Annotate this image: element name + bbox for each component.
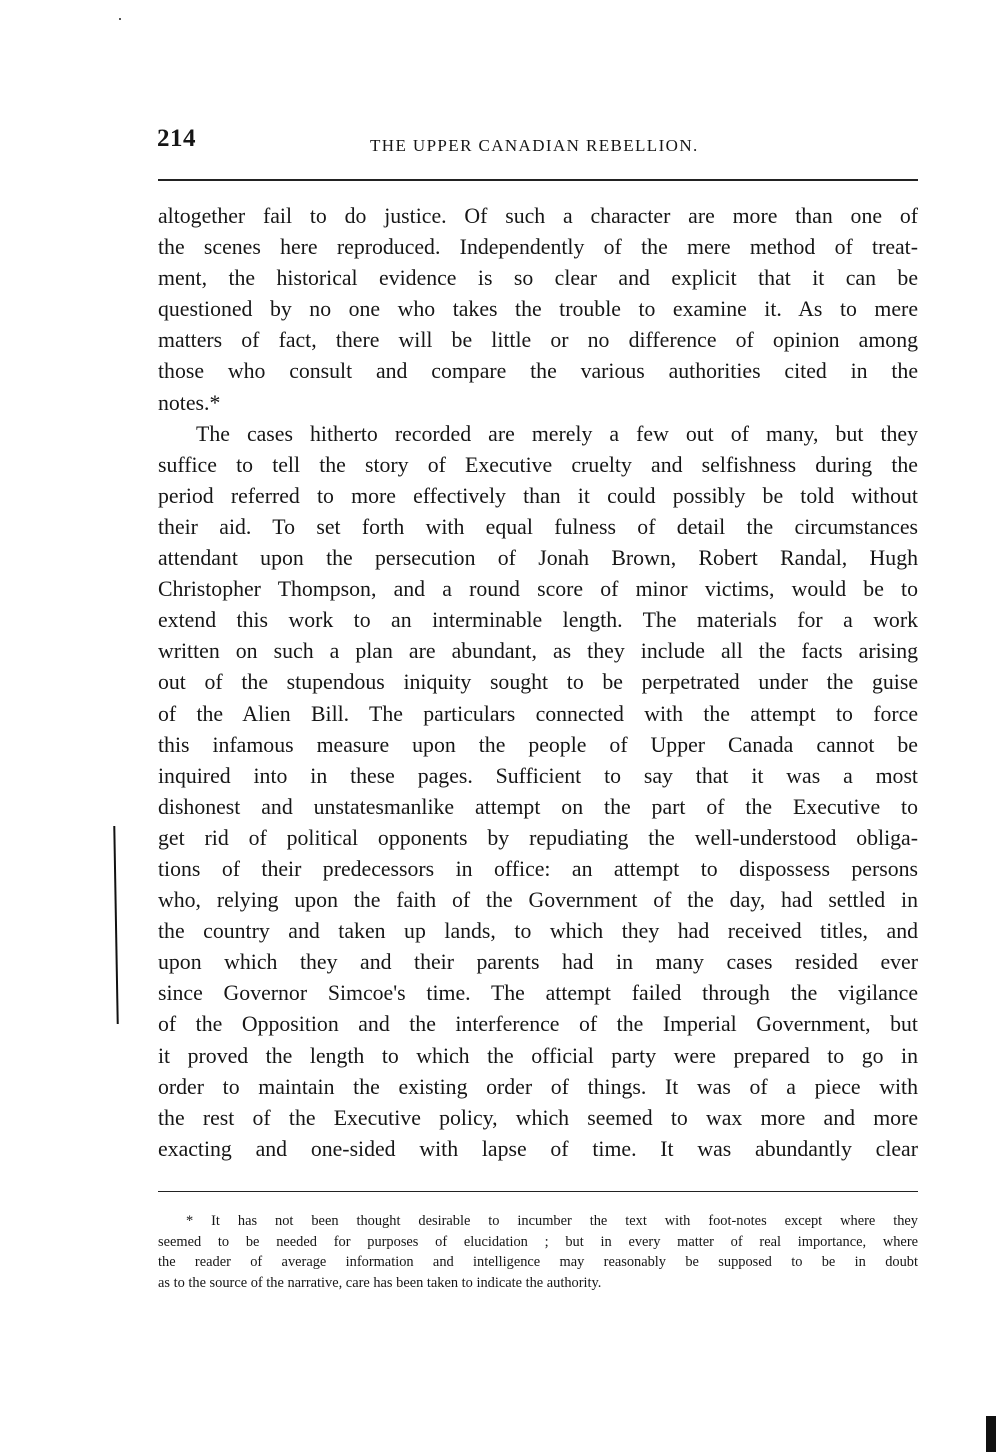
text-line: of the Opposition and the interference of the Imperial Government, but <box>158 1012 918 1037</box>
text-line: order to maintain the existing order of things. It was of a piece with <box>158 1074 918 1099</box>
running-title: THE UPPER CANADIAN REBELLION. <box>370 136 699 155</box>
page-number: 214 <box>157 125 196 152</box>
text-line: get rid of political opponents by repudiating the well-understood obliga- <box>158 825 918 850</box>
text-line: altogether fail to do justice. Of such a character are more than one of <box>158 204 918 228</box>
text-line: inquired into in these pages. Sufficient to say that it was a most <box>158 763 918 788</box>
body-text <box>158 201 918 1165</box>
text-line: those who consult and compare the various authorities cited in the <box>158 359 918 384</box>
text-line: the scenes here reproduced. Independently of the mere method of treat- <box>158 235 918 260</box>
footnote-rule <box>158 1191 918 1192</box>
text-line: notes.* <box>158 390 221 415</box>
footnote-line: * It has not been thought desirable to incumber the text with foot-notes except where they <box>186 1213 918 1229</box>
footnote <box>158 1211 918 1293</box>
text-line: the rest of the Executive policy, which seemed to wax more and more <box>158 1105 918 1130</box>
text-line: attendant upon the persecution of Jonah Brown, Robert Randal, Hugh <box>158 546 918 571</box>
text-line: exacting and one-sided with lapse of time. It was abundantly clear <box>158 1136 918 1161</box>
text-line: since Governor Simcoe's time. The attempt failed through the vigilance <box>158 981 918 1006</box>
margin-line-mark <box>113 826 118 1024</box>
text-line: extend this work to an interminable length. The materials for a work <box>158 608 918 633</box>
text-line: written on such a plan are abundant, as they include all the facts arising <box>158 639 918 664</box>
scan-edge-mark <box>986 1416 996 1452</box>
text-line: upon which they and their parents had in many cases resided ever <box>158 950 918 975</box>
text-line: suffice to tell the story of Executive cruelty and selfishness during the <box>158 452 918 477</box>
header-rule <box>158 179 918 181</box>
text-line: the country and taken up lands, to which they had received titles, and <box>158 919 918 944</box>
footnote-line: the reader of average information and intelligence may reasonably be supposed to be in doubt <box>158 1254 918 1270</box>
text-line: it proved the length to which the official party were prepared to go in <box>158 1043 918 1068</box>
text-line: Christopher Thompson, and a round score of minor victims, would be to <box>158 577 918 602</box>
footnote-line: as to the source of the narrative, care has been taken to indicate the authority. <box>158 1274 602 1291</box>
text-line: this infamous measure upon the people of Upper Canada cannot be <box>158 732 918 757</box>
text-line: matters of fact, there will be little or no difference of opinion among <box>158 328 918 353</box>
text-line: dishonest and unstatesmanlike attempt on the part of the Executive to <box>158 794 918 819</box>
text-line: period referred to more effectively than it could possibly be told without <box>158 483 918 508</box>
text-line: who, relying upon the faith of the Government of the day, had settled in <box>158 888 918 913</box>
text-line: The cases hitherto recorded are merely a few out of many, but they <box>196 421 918 446</box>
text-line: of the Alien Bill. The particulars connected with the attempt to force <box>158 701 918 726</box>
text-line: out of the stupendous iniquity sought to be perpetrated under the guise <box>158 670 918 695</box>
text-line: tions of their predecessors in office: an attempt to dispossess persons <box>158 856 918 881</box>
scan-speck <box>119 18 121 20</box>
text-line: their aid. To set forth with equal fulness of detail the circumstances <box>158 514 918 539</box>
text-line: ment, the historical evidence is so clear and explicit that it can be <box>158 266 918 291</box>
text-line: questioned by no one who takes the trouble to examine it. As to mere <box>158 297 918 322</box>
footnote-line: seemed to be needed for purposes of elucidation ; but in every matter of real importance, where <box>158 1233 918 1250</box>
